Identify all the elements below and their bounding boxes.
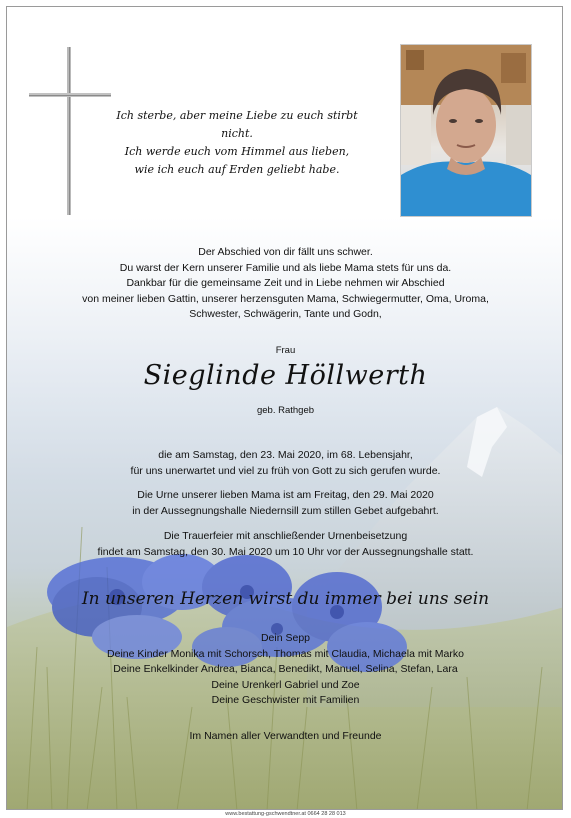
intro-line: Dankbar für die gemeinsame Zeit und in Liebe nehmen wir Abschied (126, 277, 445, 289)
details-line: findet am Samstag, den 30. Mai 2020 um 10 Uhr vor der Aussegnungshalle statt. (97, 545, 474, 558)
quote-line: Ich werde euch vom Himmel aus lieben, (124, 145, 350, 158)
mourner-line: Dein Sepp (260, 632, 311, 644)
footer-contact: www.bestattung-gschwendtner.at 0664 28 28 013 (225, 811, 346, 817)
quote-line: Ich sterbe, aber meine Liebe zu euch stirbt nicht. (116, 109, 358, 140)
intro-line: von meiner lieben Gattin, unserer herzensguten Mama, Schwiegermutter, Oma, Uroma, (82, 292, 489, 305)
details-block-2 (7, 488, 563, 519)
intro-line: Du warst der Kern unserer Familie und als liebe Mama stets für uns da. (119, 261, 452, 274)
motto: In unseren Herzen wirst du immer bei uns sein (81, 589, 490, 609)
mourner-line: Deine Kinder Monika mit Schorsch, Thomas mit Claudia, Michaela mit Marko (107, 647, 464, 660)
mourner-line: Deine Urenkerl Gabriel und Zoe (211, 678, 360, 691)
intro-line: Der Abschied von dir fällt uns schwer. (198, 246, 373, 258)
details-block-1 (7, 448, 563, 479)
portrait-photo (400, 44, 532, 217)
details-line: die am Samstag, den 23. Mai 2020, im 68. Lebensjahr, (158, 449, 413, 461)
deceased-name: Sieglinde Höllwerth (143, 360, 428, 391)
quote-line: wie ich euch auf Erden geliebt habe. (134, 163, 340, 176)
intro-block (7, 245, 563, 323)
obituary-card (6, 6, 563, 810)
details-line: in der Aussegnungshalle Niedernsill zum stillen Gebet aufgebahrt. (132, 504, 439, 517)
mourner-line: Deine Enkelkinder Andrea, Bianca, Benedikt, Manuel, Selina, Stefan, Lara (113, 663, 458, 675)
cross-icon (27, 45, 113, 217)
details-block-3 (7, 529, 563, 560)
mourner-line: Deine Geschwister mit Familien (211, 694, 360, 706)
salutation: Frau (275, 345, 296, 356)
details-line: Die Urne unserer lieben Mama ist am Freitag, den 29. Mai 2020 (137, 489, 434, 501)
details-line: für uns unerwartet und viel zu früh von Gott zu sich gerufen wurde. (130, 464, 441, 477)
mourners-block (7, 631, 563, 709)
details-line: Die Trauerfeier mit anschließender Urnenbeisetzung (163, 530, 408, 542)
birth-name: geb. Rathgeb (256, 405, 315, 416)
quote-block (107, 107, 367, 179)
mourners-closing: Im Namen aller Verwandten und Freunde (189, 730, 382, 742)
intro-line: Schwester, Schwägerin, Tante und Godn, (189, 308, 382, 320)
